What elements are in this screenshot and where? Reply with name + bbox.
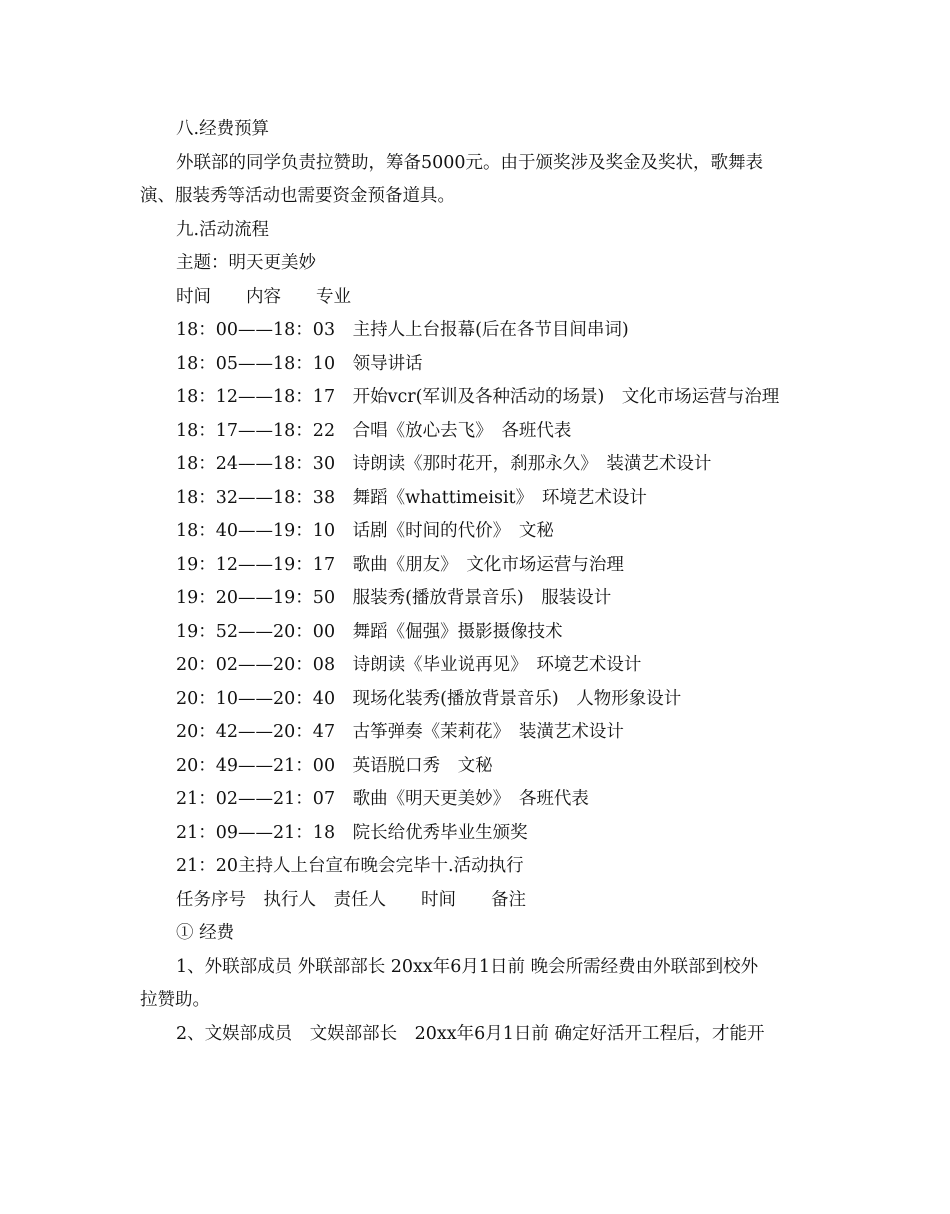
section-heading-budget: 八.经费预算	[176, 119, 270, 139]
task-item: 2、文娱部成员 文娱部部长 20xx年6月1日前 确定好活开工程后，才能开	[176, 1023, 765, 1044]
schedule-row: 18：40——19：10 话剧《时间的代价》 文秘	[176, 521, 554, 541]
schedule-row: 18：24——18：30 诗朗读《那时花开，刹那永久》 装潢艺术设计	[176, 454, 712, 474]
section-heading-process: 九.活动流程	[176, 219, 270, 240]
paragraph-budget-continued: 演、服装秀等活动也需要资金预备道具。	[140, 186, 455, 206]
schedule-row: 18：12——18：17 开始vcr(军训及各种活动的场景) 文化市场运营与治理	[176, 387, 780, 407]
schedule-row: 18：17——18：22 合唱《放心去飞》 各班代表	[176, 420, 572, 441]
schedule-row: 19：52——20：00 舞蹈《倔强》摄影摄像技术	[176, 621, 563, 642]
task-category-funding: ① 经费	[176, 923, 235, 943]
schedule-header: 时间 内容 专业	[176, 286, 351, 307]
schedule-closing-line: 21：20主持人上台宣布晚会完毕十.活动执行	[176, 856, 524, 876]
schedule-row: 19：20——19：50 服装秀(播放背景音乐) 服装设计	[176, 588, 612, 608]
schedule-row: 20：02——20：08 诗朗读《毕业说再见》 环境艺术设计	[176, 655, 642, 675]
schedule-row: 18：05——18：10 领导讲话	[176, 353, 423, 374]
task-item-continued: 拉赞助。	[140, 990, 210, 1010]
task-table-header: 任务序号 执行人 责任人 时间 备注	[176, 889, 526, 910]
document-body	[140, 113, 820, 1051]
schedule-row: 20：49——21：00 英语脱口秀 文秘	[176, 755, 493, 776]
schedule-row: 20：10——20：40 现场化装秀(播放背景音乐) 人物形象设计	[176, 688, 682, 709]
schedule-row: 21：09——21：18 院长给优秀毕业生颁奖	[176, 822, 528, 843]
schedule-row: 18：00——18：03 主持人上台报幕(后在各节目间串词)	[176, 320, 629, 340]
theme-line: 主题：明天更美妙	[176, 253, 316, 273]
schedule-row: 21：02——21：07 歌曲《明天更美妙》 各班代表	[176, 789, 589, 809]
schedule-row: 20：42——20：47 古筝弹奏《茉莉花》 装潢艺术设计	[176, 722, 624, 742]
schedule-row: 19：12——19：17 歌曲《朋友》 文化市场运营与治理	[176, 554, 624, 575]
task-item: 1、外联部成员 外联部部长 20xx年6月1日前 晚会所需经费由外联部到校外	[176, 956, 759, 977]
paragraph-budget: 外联部的同学负责拉赞助，筹备5000元。由于颁奖涉及奖金及奖状，歌舞表	[176, 152, 764, 173]
schedule-row: 18：32——18：38 舞蹈《whattimeisit》 环境艺术设计	[176, 487, 647, 508]
